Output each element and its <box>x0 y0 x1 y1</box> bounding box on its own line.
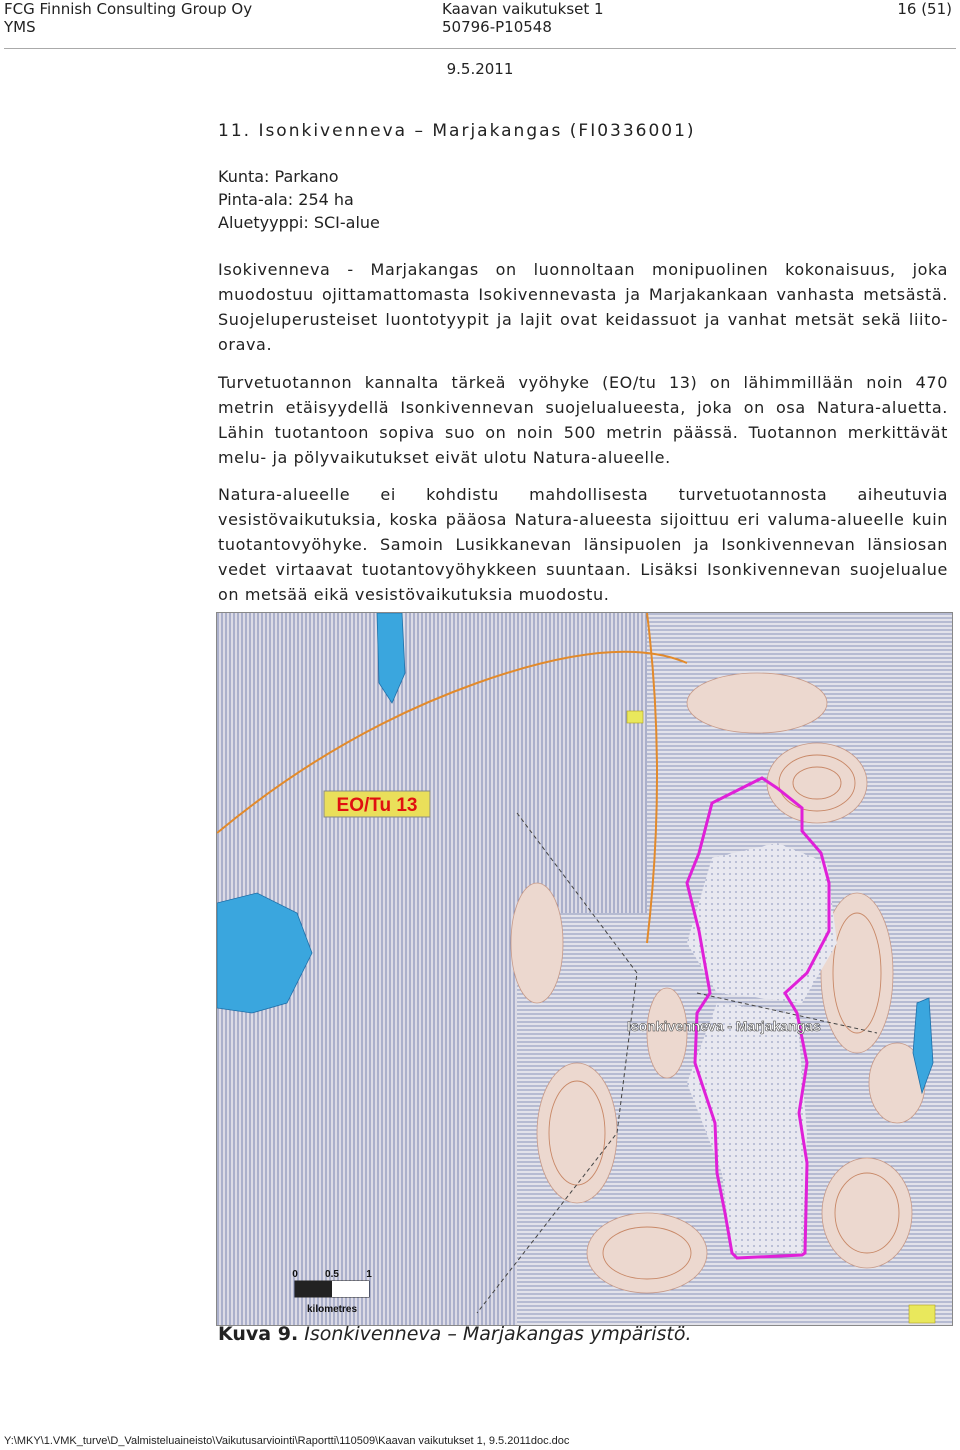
meta-kunta: Kunta: Parkano <box>218 167 339 186</box>
section-title: 11. Isonkivenneva – Marjakangas (FI0336001) <box>218 121 696 141</box>
zone-label: EO/Tu 13 <box>336 795 418 816</box>
header-rule <box>4 48 956 49</box>
area-label: Isonkivenneva - Marjakangas <box>627 1018 821 1034</box>
scale-unit: kilometres <box>306 1304 358 1315</box>
scale-tick: 0 <box>292 1269 298 1280</box>
header-dept: YMS <box>4 18 36 36</box>
caption-text: Isonkivenneva – Marjakangas ympäristö. <box>304 1323 692 1345</box>
caption-label: Kuva 9. <box>218 1323 299 1345</box>
header-company: FCG Finnish Consulting Group Oy <box>4 0 253 18</box>
meta-pinta-ala: Pinta-ala: 254 ha <box>218 190 354 209</box>
header-date: 9.5.2011 <box>446 60 514 78</box>
paragraph: Isokivenneva - Marjakangas on luonnoltaan monipuolinen kokonaisuus, joka muodostuu ojittamattomasta Isokivennevasta ja Marjakankaan vanhasta metsästä. Suojeluperusteiset luontotyypit ja lajit ovat keidassuot ja vanhat metsät sekä liito-orava. <box>218 260 948 354</box>
map-drained-area <box>517 613 647 913</box>
map-figure <box>216 612 953 1326</box>
header-doc-title: Kaavan vaikutukset 1 <box>442 0 604 18</box>
meta-aluetyyppi: Aluetyyppi: SCI-alue <box>218 213 380 232</box>
footer-path: Y:\MKY\1.VMK_turve\D_Valmisteluaineisto\Vaikutusarviointi\Raportti\110509\Kaavan vaikutukset 1, 9.5.2011doc.doc <box>4 1435 570 1447</box>
scale-tick: 1 <box>366 1269 372 1280</box>
map-bog-north <box>687 843 837 1003</box>
header-page-number: 16 (51) <box>897 0 952 18</box>
header-project-code: 50796-P10548 <box>442 18 552 36</box>
paragraph: Natura-alueelle ei kohdistu mahdollisesta turvetuotannosta aiheutuvia vesistövaikutuksia, koska pääosa Natura-alueesta sijoittuu eri valuma-alueelle kuin tuotantovyöhyke. Samoin Lusikkanevan länsipuolen ja Isonkivennevan länsiosan vedet virtaavat tuotantovyöhykkeen suuntaan. Lisäksi Isonkivennevan suojelualue on metsää eikä vesistövaikutuksia muodostu. <box>218 485 948 604</box>
map-canvas <box>217 613 952 1325</box>
paragraph: Turvetuotannon kannalta tärkeä vyöhyke (EO/tu 13) on lähimmillään noin 470 metrin etäisyydellä Isonkivennevan suojelualueesta, joka on osa Natura-aluetta. Lähin tuotantoon sopiva suo on noin 500 metrin päässä. Tuotannon merkittävät melu- ja pölyvaikutukset eivät ulotu Natura-alueelle. <box>218 373 948 467</box>
figure-caption <box>218 1323 692 1345</box>
scale-tick: 0.5 <box>325 1269 339 1280</box>
